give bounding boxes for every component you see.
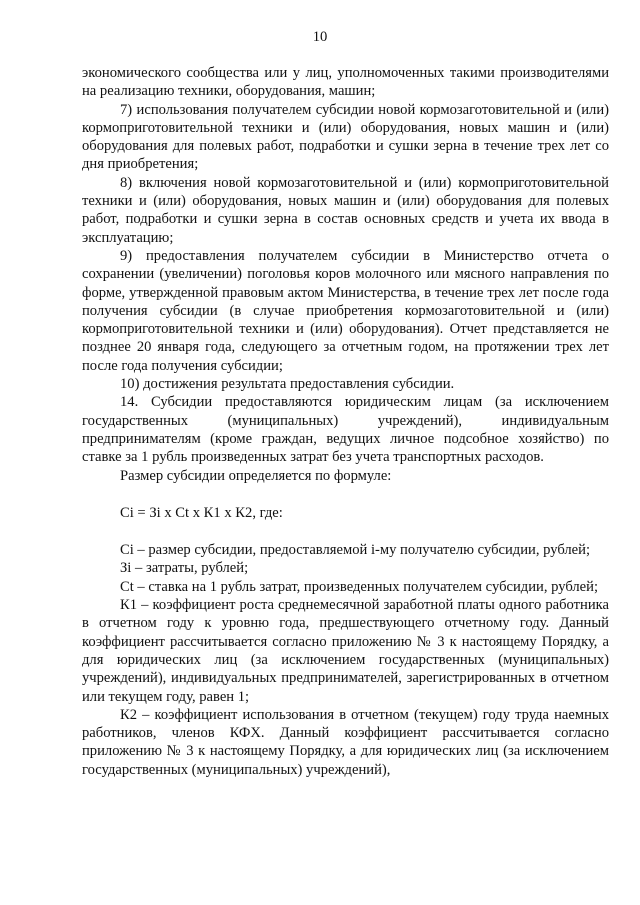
paragraph-item-8: 8) включения новой кормозаготовительной и (или) кормоприготовительной техники и (или) оборудования, новых машин и (или) оборудования для полевых работ, подработки и сушки зерна в состав основных средств и учета их ввода в эксплуатацию; bbox=[82, 174, 609, 246]
paragraph-item-9: 9) предоставления получателем субсидии в Министерство отчета о сохранении (увеличении) поголовья коров молочного или мясного направления по форме, утвержденной правовым актом Министерства, в течение трех лет после года получения субсидии (в случае приобретения кормозаготовительной и (или) кормоприготовительной техники и (или) оборудования). Отчет представляется не позднее 20 января года, следующего за отчетным годом, на протяжении трех лет после года получения субсидии; bbox=[82, 247, 609, 374]
document-body bbox=[82, 64, 609, 779]
definition-ci: Ci – размер субсидии, предоставляемой i-му получателю субсидии, рублей; bbox=[120, 542, 591, 559]
page-number: 10 bbox=[312, 29, 328, 45]
definition-zi: Зi – затраты, рублей; bbox=[120, 560, 249, 577]
paragraph-item-7: 7) использования получателем субсидии новой кормозаготовительной и (или) кормоприготовительной техники и (или) оборудования, новых машин и (или) оборудования для полевых работ, подработки и сушки зерна в течение трех лет со дня приобретения; bbox=[82, 101, 609, 173]
paragraph-item-10: 10) достижения результата предоставления субсидии. bbox=[120, 376, 455, 393]
definition-ct: Ct – ставка на 1 рубль затрат, произведенных получателем субсидии, рублей; bbox=[120, 578, 599, 595]
definition-k2: К2 – коэффициент использования в отчетном (текущем) году труда наемных работников, членов КФХ. Данный коэффициент рассчитывается согласно приложению № 3 к настоящему Порядку, а для юридических лиц (за исключением государственных (муниципальных) учреждений), bbox=[82, 706, 609, 778]
paragraph-formula-intro: Размер субсидии определяется по формуле: bbox=[120, 467, 392, 484]
paragraph-clause-14: 14. Субсидии предоставляются юридическим лицам (за исключением государственных (муниципальных) учреждений), индивидуальным предпринимателям (кроме граждан, ведущих личное подсобное хозяйство) по ставке за 1 рубль произведенных затрат без учета транспортных расходов. bbox=[82, 394, 609, 466]
definition-k1: К1 – коэффициент роста среднемесячной заработной платы одного работника в отчетном году к уровню года, предшествующего отчетному году. Данный коэффициент рассчитывается согласно приложению № 3 к настоящему Порядку, а для юридических лиц (за исключением государственных (муниципальных) учреждений), индивидуальных предпринимателей, зарегистрированных в отчетном или текущем году, равен 1; bbox=[82, 597, 609, 705]
paragraph-continuation: экономического сообщества или у лиц, уполномоченных такими производителями на реализацию техники, оборудования, машин; bbox=[82, 65, 609, 100]
subsidy-formula: Ci = Зi x Ct x К1 x К2, где: bbox=[120, 504, 283, 521]
